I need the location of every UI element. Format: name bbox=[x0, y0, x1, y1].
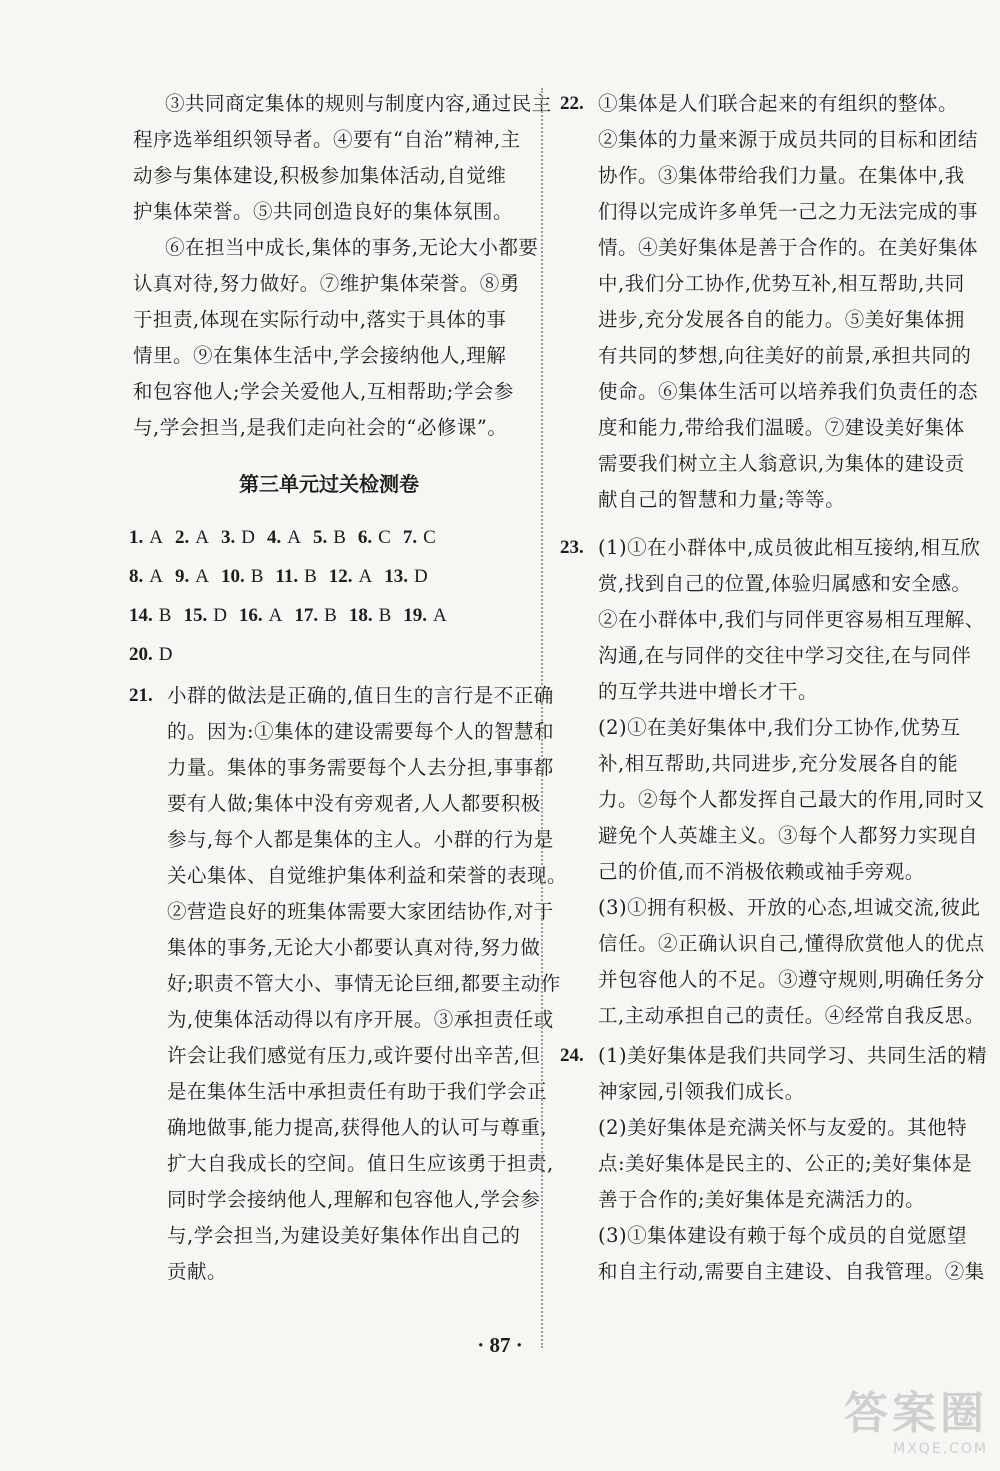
answer-item bbox=[294, 596, 336, 635]
column-divider bbox=[541, 88, 543, 1348]
answer-number: 12. bbox=[328, 566, 353, 587]
answer-number: 8. bbox=[129, 566, 144, 587]
answer-item bbox=[183, 596, 226, 635]
answer-choice: D bbox=[414, 566, 428, 587]
answer-choice: C bbox=[423, 527, 436, 548]
answer-item bbox=[403, 596, 446, 635]
text-line: 沟通,在与同伴的交往中学习交往,在与同伴 bbox=[598, 644, 972, 667]
question-22-answer bbox=[560, 86, 979, 518]
text-line: 需要我们树立主人翁意识,为集体的建设贡 bbox=[598, 452, 965, 475]
question-23 bbox=[560, 530, 985, 1034]
text-line: 补,相互帮助,共同进步,充分发展各自的能 bbox=[598, 752, 959, 775]
text-line: (1)美好集体是我们共同学习、共同生活的精 bbox=[598, 1044, 988, 1067]
text-line: 认真对待,努力做好。⑦维护集体荣誉。⑧勇 bbox=[133, 272, 520, 295]
answer-item bbox=[221, 557, 263, 596]
answer-number: 4. bbox=[266, 527, 282, 548]
text-line: 程序选举组织领导者。④要有“自治”精神,主 bbox=[133, 128, 521, 151]
answer-number: 17. bbox=[294, 605, 319, 626]
text-line: 点:美好集体是民主的、公正的;美好集体是 bbox=[598, 1152, 973, 1175]
text-line: 动参与集体建设,积极参加集体活动,自觉维 bbox=[133, 164, 507, 187]
section-title: 第三单元过关检测卷 bbox=[239, 472, 419, 496]
text-line: 的。因为:①集体的建设需要每个人的智慧和 bbox=[167, 720, 555, 743]
question-21 bbox=[129, 678, 568, 1290]
text-line: 参与,每个人都是集体的主人。小群的行为是 bbox=[167, 828, 554, 851]
answer-choice: B bbox=[250, 566, 264, 587]
answer-choice: A bbox=[287, 527, 301, 548]
answer-item bbox=[129, 596, 171, 635]
answer-number: 6. bbox=[357, 527, 373, 548]
answer-choice: D bbox=[158, 644, 173, 665]
page-number: · 87 · bbox=[477, 1333, 523, 1357]
text-line: 使命。⑥集体生活可以培养我们负责任的态 bbox=[598, 380, 979, 403]
text-line: 为,使集体活动得以有序开展。③承担责任或 bbox=[167, 1008, 554, 1031]
answer-item bbox=[239, 596, 282, 635]
text-line: 贡献。 bbox=[167, 1260, 228, 1283]
text-line: 关心集体、自觉维护集体利益和荣誉的表现。 bbox=[167, 864, 568, 887]
text-line: 于担责,体现在实际行动中,落实于具体的事 bbox=[133, 308, 507, 331]
text-line: 情。④美好集体是善于合作的。在美好集体 bbox=[598, 236, 979, 259]
text-line: 确地做事,能力提高,获得他人的认可与尊重, bbox=[167, 1116, 548, 1139]
answer-number: 13. bbox=[384, 566, 409, 587]
text-line: 己的价值,而不消极依赖或袖手旁观。 bbox=[598, 860, 925, 883]
answer-choice: B bbox=[378, 605, 392, 626]
answer-item bbox=[313, 518, 346, 557]
answer-item bbox=[129, 518, 163, 557]
question-number: 23. bbox=[560, 537, 584, 558]
answer-number: 11. bbox=[275, 566, 299, 587]
answer-number: 3. bbox=[220, 527, 236, 548]
text-line: 度和能力,带给我们温暖。⑦建设美好集体 bbox=[598, 416, 965, 439]
answer-choice: A bbox=[149, 566, 163, 587]
text-line: 同时学会接纳他人,理解和包容他人,学会参 bbox=[167, 1188, 541, 1211]
answer-item bbox=[358, 518, 391, 557]
question-number: 24. bbox=[560, 1045, 584, 1066]
answer-item bbox=[329, 557, 372, 596]
answer-number: 19. bbox=[403, 605, 428, 626]
answer-row bbox=[129, 635, 525, 674]
watermark-text: 答案圈 bbox=[844, 1388, 988, 1439]
text-line: 小群的做法是正确的,值日生的言行是不正确 bbox=[167, 684, 554, 707]
answer-number: 1. bbox=[129, 527, 144, 548]
answer-item bbox=[175, 518, 209, 557]
answer-row bbox=[129, 557, 525, 596]
text-line: 要有人做;集体中没有旁观者,人人都要积极 bbox=[167, 792, 541, 815]
question-21-answer bbox=[129, 678, 568, 1290]
text-line: 并包容他人的不足。③遵守规则,明确任务分 bbox=[598, 968, 985, 991]
answer-choice: B bbox=[333, 527, 346, 548]
answer-item bbox=[384, 557, 427, 596]
question-number: 22. bbox=[560, 93, 584, 114]
answer-choice: B bbox=[324, 605, 337, 626]
text-line: 有共同的梦想,向往美好的前景,承担共同的 bbox=[598, 344, 972, 367]
answer-item bbox=[349, 596, 391, 635]
answer-row bbox=[129, 596, 525, 635]
answer-number: 7. bbox=[402, 527, 418, 548]
answer-choice: D bbox=[241, 527, 255, 548]
text-line: 赏,找到自己的位置,体验归属感和安全感。 bbox=[598, 572, 972, 595]
text-line: 献自己的智慧和力量;等等。 bbox=[598, 488, 846, 511]
text-line: 中,我们分工协作,优势互补,相互帮助,共同 bbox=[598, 272, 965, 295]
answer-item bbox=[275, 557, 316, 596]
answer-choice: B bbox=[304, 566, 317, 587]
text-line: ②营造良好的班集体需要大家团结协作,对于 bbox=[167, 900, 554, 923]
text-line: 与,学会担当,为建设美好集体作出自己的 bbox=[167, 1224, 521, 1247]
text-line: 力。②每个人都发挥自己最大的作用,同时又 bbox=[598, 788, 985, 811]
question-23-answer bbox=[560, 530, 985, 1034]
answer-row bbox=[129, 518, 525, 557]
answer-choice: A bbox=[433, 605, 447, 626]
text-line: ②集体的力量来源于成员共同的目标和团结 bbox=[598, 128, 979, 151]
text-line: 神家园,引领我们成长。 bbox=[598, 1080, 805, 1103]
text-line: (2)美好集体是充满关怀与友爱的。其他特 bbox=[598, 1116, 968, 1139]
text-line: ⑥在担当中成长,集体的事务,无论大小都要 bbox=[165, 236, 539, 259]
answer-number: 16. bbox=[238, 605, 263, 626]
text-line: 和自主行动,需要自主建设、自我管理。②集 bbox=[598, 1260, 985, 1283]
answer-choice: B bbox=[158, 605, 172, 626]
answer-choice: A bbox=[358, 566, 373, 587]
right-column bbox=[560, 86, 988, 1290]
answer-number: 2. bbox=[174, 527, 190, 548]
answer-choice: D bbox=[213, 605, 227, 626]
text-line: 信任。②正确认识自己,懂得欣赏他人的优点 bbox=[598, 932, 985, 955]
watermark-logo bbox=[844, 1377, 988, 1457]
left-column bbox=[129, 86, 568, 1290]
question-number: 21. bbox=[129, 685, 153, 706]
text-line: (3)①拥有积极、开放的心态,坦诚交流,彼此 bbox=[598, 896, 981, 919]
text-line: ①集体是人们联合起来的有组织的整体。 bbox=[598, 92, 959, 115]
question-22 bbox=[560, 86, 979, 518]
answer-item bbox=[129, 557, 163, 596]
answer-item bbox=[175, 557, 209, 596]
answer-number: 20. bbox=[129, 644, 153, 665]
answer-choice: C bbox=[378, 527, 391, 548]
answer-number: 15. bbox=[183, 605, 208, 626]
choice-answers bbox=[129, 518, 525, 674]
answer-item bbox=[129, 635, 172, 674]
text-line: 好;职责不管大小、事情无论巨细,都要主动作 bbox=[167, 972, 561, 995]
text-line: 和包容他人;学会关爱他人,互相帮助;学会参 bbox=[133, 380, 514, 403]
text-line: 们得以完成许多单凭一己之力无法完成的事 bbox=[598, 200, 979, 223]
answer-item bbox=[267, 518, 301, 557]
text-line: 与,学会担当,是我们走向社会的“必修课”。 bbox=[133, 416, 508, 439]
text-line: (1)①在小群体中,成员彼此相互接纳,相互欣 bbox=[598, 536, 981, 559]
text-line: 情里。⑨在集体生活中,学会接纳他人,理解 bbox=[133, 344, 507, 367]
answer-number: 18. bbox=[348, 605, 373, 626]
text-line: 协作。③集体带给我们力量。在集体中,我 bbox=[598, 164, 965, 187]
text-line: (3)①集体建设有赖于每个成员的自觉愿望 bbox=[598, 1224, 968, 1247]
watermark-url: MXQE.COM bbox=[893, 1441, 988, 1457]
text-line: 许会让我们感觉有压力,或许要付出辛苦,但 bbox=[167, 1044, 541, 1067]
text-line: 集体的事务,无论大小都要认真对待,努力做 bbox=[167, 936, 541, 959]
text-line: ③共同商定集体的规则与制度内容,通过民主 bbox=[165, 92, 552, 115]
answer-choice: A bbox=[195, 527, 209, 548]
answer-item bbox=[221, 518, 255, 557]
question-24 bbox=[560, 1038, 988, 1290]
text-line: 是在集体生活中承担责任有助于我们学会正 bbox=[167, 1080, 548, 1103]
text-line: 力量。集体的事务需要每个人去分担,事事都 bbox=[167, 756, 554, 779]
answer-number: 10. bbox=[220, 566, 245, 587]
answer-choice: A bbox=[195, 566, 209, 587]
text-line: (2)①在美好集体中,我们分工协作,优势互 bbox=[598, 716, 961, 739]
answer-number: 14. bbox=[129, 605, 153, 626]
answer-choice: A bbox=[268, 605, 283, 626]
text-line: 避免个人英雄主义。③每个人都努力实现自 bbox=[598, 824, 979, 847]
question-24-answer bbox=[560, 1038, 988, 1290]
text-line: 护集体荣誉。⑤共同创造良好的集体氛围。 bbox=[133, 200, 514, 223]
answer-item bbox=[403, 518, 436, 557]
text-line: 扩大自我成长的空间。值日生应该勇于担责, bbox=[167, 1152, 554, 1175]
text-line: 善于合作的;美好集体是充满活力的。 bbox=[598, 1188, 926, 1211]
answer-choice: A bbox=[149, 527, 163, 548]
text-line: 工,主动承担自己的责任。④经常自我反思。 bbox=[598, 1004, 985, 1027]
text-line: ②在小群体中,我们与同伴更容易相互理解、 bbox=[598, 608, 985, 631]
answer-number: 5. bbox=[312, 527, 328, 548]
answer-number: 9. bbox=[174, 566, 190, 587]
continued-answer-block bbox=[133, 86, 552, 446]
text-line: 进步,充分发展各自的能力。⑤美好集体拥 bbox=[598, 308, 965, 331]
text-line: 的互学共进中增长才干。 bbox=[598, 680, 819, 703]
